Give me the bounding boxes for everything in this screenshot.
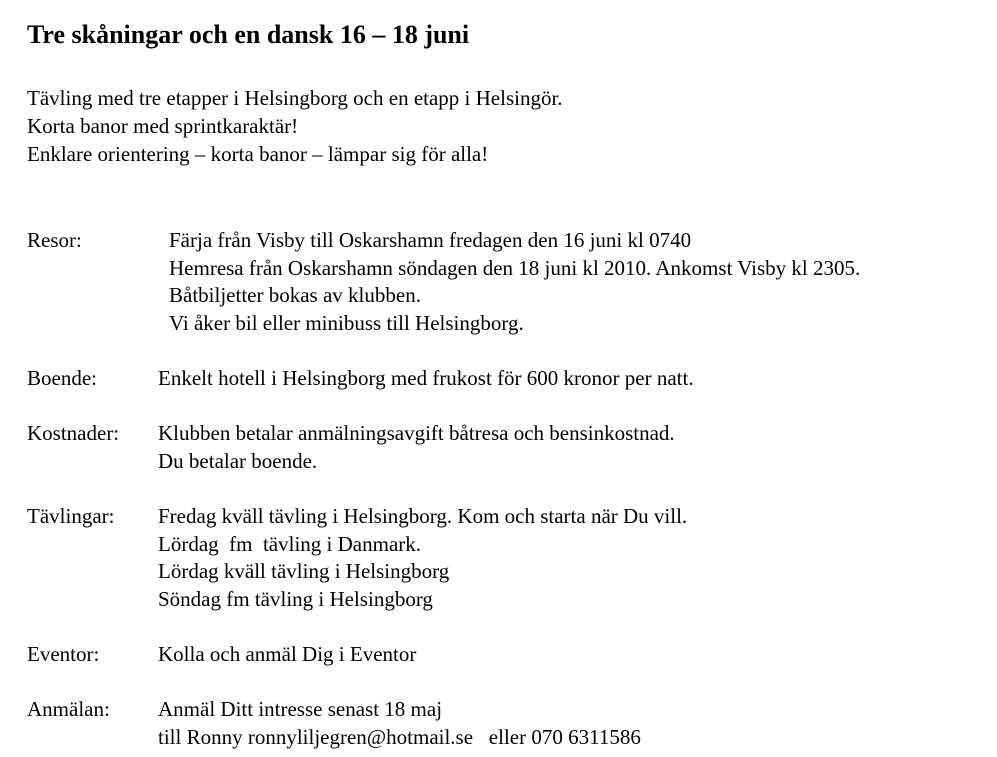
- section-label: Eventor:: [27, 642, 100, 666]
- section-line: Kolla och anmäl Dig i Eventor: [158, 642, 417, 666]
- section-label: Resor:: [27, 228, 82, 252]
- section-line: Båtbiljetter bokas av klubben.: [169, 283, 421, 307]
- section-label: Tävlingar:: [27, 504, 115, 528]
- section-line: Anmäl Ditt intresse senast 18 maj: [158, 697, 443, 721]
- contact-line: till Ronny ronnyliljegren@hotmail.se eller 070 6311586: [158, 725, 641, 749]
- section-line: Lördag fm tävling i Danmark.: [158, 532, 422, 556]
- section-line: Enkelt hotell i Helsingborg med frukost för 600 kronor per natt.: [158, 366, 694, 390]
- section-line: Fredag kväll tävling i Helsingborg. Kom och starta när Du vill.: [158, 504, 688, 528]
- intro-line: Korta banor med sprintkaraktär!: [27, 114, 299, 138]
- section-line: Du betalar boende.: [158, 449, 318, 473]
- section-line: Färja från Visby till Oskarshamn fredagen den 16 juni kl 0740: [169, 228, 692, 252]
- section-line: Söndag fm tävling i Helsingborg: [158, 587, 433, 611]
- section-label: Boende:: [27, 366, 97, 390]
- section-label: Kostnader:: [27, 421, 120, 445]
- intro-line: Tävling med tre etapper i Helsingborg och en etapp i Helsingör.: [27, 86, 563, 110]
- section-line: Lördag kväll tävling i Helsingborg: [158, 559, 450, 583]
- section-line: Vi åker bil eller minibuss till Helsingborg.: [169, 311, 524, 335]
- page-title: Tre skåningar och en dansk 16 – 18 juni: [27, 20, 470, 49]
- intro-line: Enklare orientering – korta banor – lämpar sig för alla!: [27, 142, 489, 166]
- section-line: Hemresa från Oskarshamn söndagen den 18 juni kl 2010. Ankomst Visby kl 2305.: [169, 256, 861, 280]
- section-line: Klubben betalar anmälningsavgift båtresa och bensinkostnad.: [158, 421, 675, 445]
- section-label: Anmälan:: [27, 697, 110, 721]
